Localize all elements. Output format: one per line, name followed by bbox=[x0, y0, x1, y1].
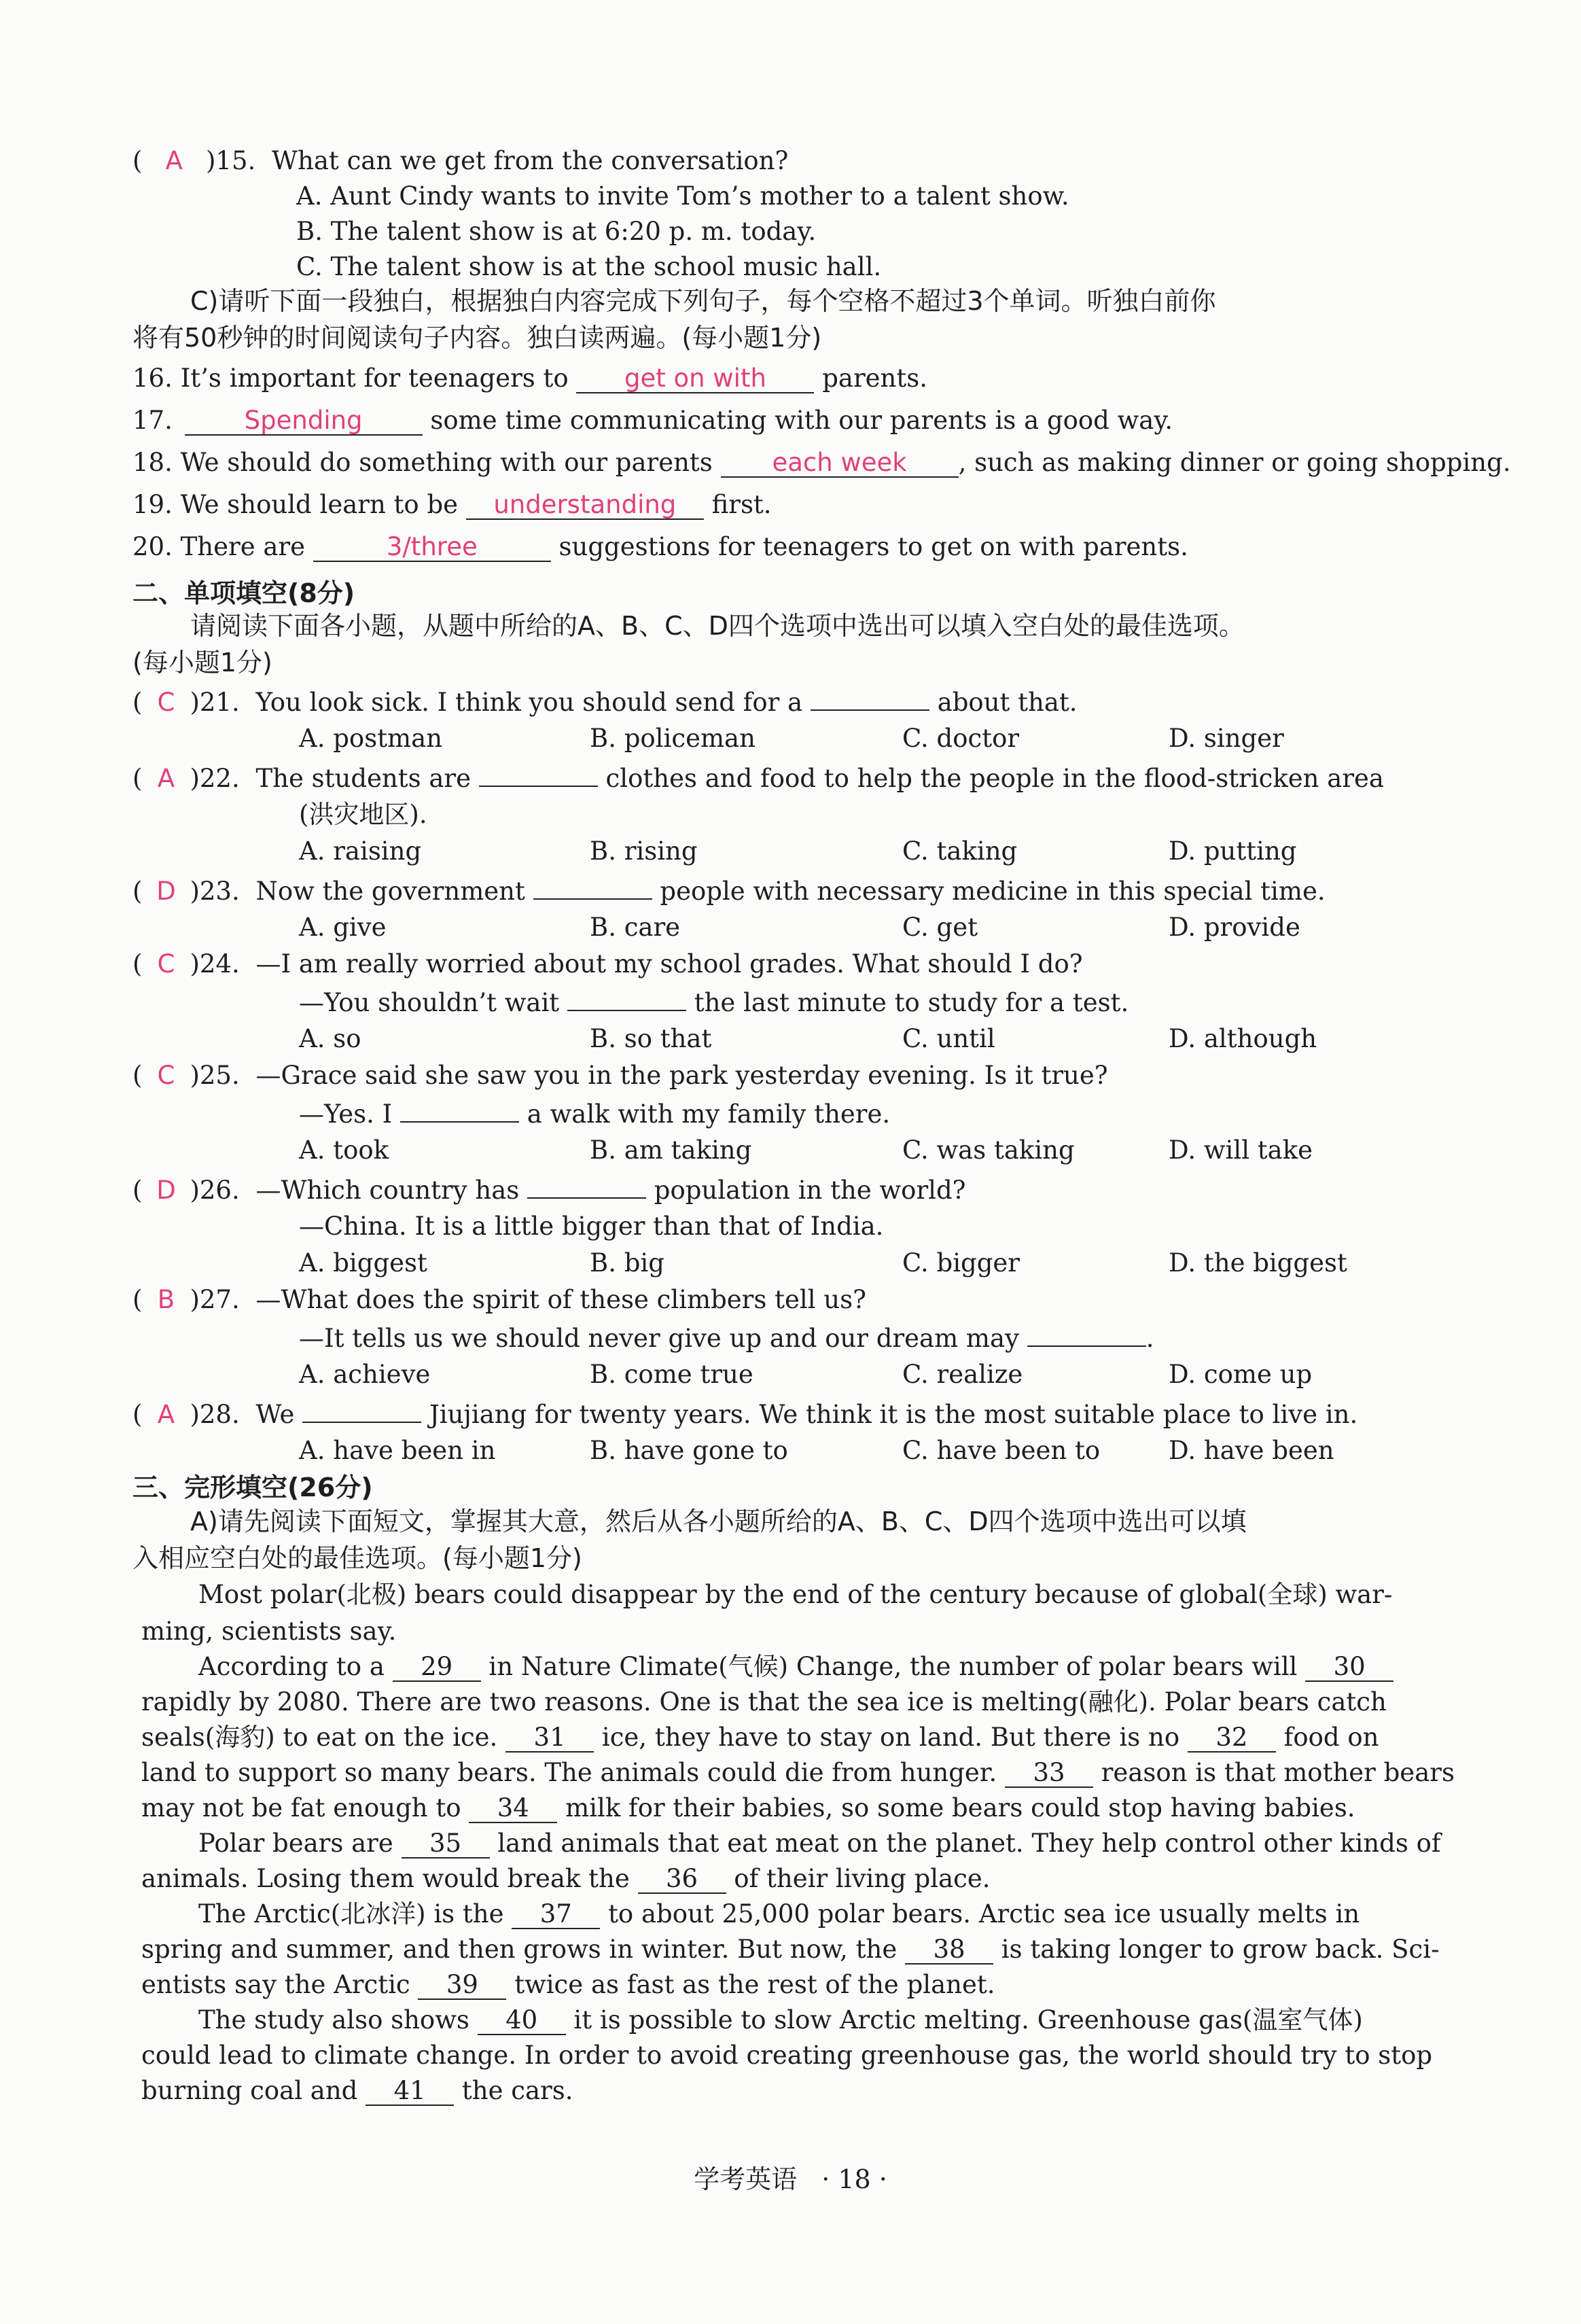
option: D. singer bbox=[1169, 724, 1284, 753]
passage-line: ming, scientists say. bbox=[141, 1617, 397, 1646]
instruction-line: 请阅读下面各小题，从题中所给的A、B、C、D四个选项中选出可以填入空白处的最佳选项。 bbox=[190, 611, 1245, 641]
blank-32: 32 bbox=[1188, 1724, 1276, 1753]
option: B. have gone to bbox=[590, 1436, 788, 1465]
instruction-line: (每小题1分) bbox=[132, 648, 272, 677]
option: D. provide bbox=[1169, 913, 1300, 942]
passage-line: may not be fat enough to 34 milk for their babies, so some bears could stop having babies. bbox=[141, 1793, 1355, 1823]
option: C. taking bbox=[902, 837, 1018, 866]
blank-30: 30 bbox=[1305, 1653, 1393, 1682]
passage-line: Polar bears are 35 land animals that eat meat on the planet. They help control other kinds of bbox=[198, 1829, 1441, 1858]
worksheet-page: ( A )15. What can we get from the conversation? A. Aunt Cindy wants to invite Tom’s mother to a talent show. B. The talent show is at 6:20 p. m. today. C. The talent show is at the school music hall. C)请听下面一段独白，根据独白内容完成下列句子，每个空格不超过3个单词。听独白前你 将有50秒钟的时间阅读句子内容。独白读两遍。(每小题1分) 16. It’s important for teenagers to get on with parents. 17. Spending some time communicating with our parents is a good way. 18. We should do something with our parents each week , such as making dinner or going shopping. 19. We should learn to be understanding first. 20. There are 3/three suggestions for teenagers to get on with parents. 二、单项填空(8分) 请阅读下面各小题，从题中所给的A、B、C、D四个选项中选出可以填入空白处的最佳选项。 (每小题1分) ( C )21. You look sick. I think you should send for a about that. A. postman B. policeman C. doctor D. singer ( A )22. The students are clothes and food to help the people in the flood-stricken area (洪灾地区). A. raising B. rising C. taking D. putting ( D )23. Now the government people with necessary medicine in this special time. A. give B. care C. get D. provide ( C )24. —I am really worried about my school grades. What should I do? —You shouldn’t wait the last minute to study for a test. A. so B. so that C. until D. although ( C )25. —Grace said she saw you in the park yesterday evening. Is it true? —Yes. I a walk with my family there. A. took B. am taking C. was taking D. will take ( D )26. —Which country has population in the world? —China. It is a little bigger than that of India. A. biggest B. big C. bigger D. the biggest ( B )27. —What does the spirit of these climbers tell us? —It tells us we should never give up and our dream may . A. achieve B. come true C. realize D. come up ( A )28. We Jiujiang for twenty years. We think it is the most suitable place to live in. A. have been in B. have gone to C. have been to D. have been 三、完形填空(26分) A)请先阅读下面短文，掌握其大意，然后从各小题所给的A、B、C、D四个选项中选出可以填 入相应空白处的最佳选项。(每小题1分) Most polar(北极) bears could disappear by the end of the century because of global(全球) war- ming, scientists say. According to a 29 in Nature Climate(气候) Change, the number of polar bears will 30 rapidly by 2080. There are two reasons. One is that the sea ice is melting(融化). Polar bears catch seals(海豹) to eat on the ice. 31 ice, they have to stay on land. But there is no 32 food on land to support so many bears. The animals could die from hunger. 33 reason is that mother bears may not be fat enough to 34 milk for their babies, so some bears could stop having babies. Polar bears are 35 land animals that eat meat on the planet. They help control other kinds of animals. Losing them would break the 36 of their living place. The Arctic(北冰洋) is the 37 to about 25,000 polar bears. Arctic sea ice usually melts in spring and summer, and then grows in winter. But now, the 38 is taking longer to grow back. Sci- entists say the Arctic 39 twice as fast as the rest of the planet. The study also shows 40 it is possible to slow Arctic melting. Greenhouse gas(温室气体) could lead to climate change. In order to avoid creating greenhouse gas, the world should try to stop burning coal and 41 the cars. 学考英语 · 18 · bbox=[0, 0, 1581, 2324]
option: D. the biggest bbox=[1169, 1248, 1347, 1278]
instruction-line: 将有50秒钟的时间阅读句子内容。独白读两遍。(每小题1分) bbox=[132, 323, 822, 353]
question-number: )15. bbox=[205, 146, 256, 175]
question-15: ( A )15. What can we get from the conversation? bbox=[132, 144, 788, 178]
option: C. until bbox=[902, 1024, 995, 1053]
option: C. realize bbox=[902, 1360, 1023, 1389]
option: C. was taking bbox=[902, 1135, 1075, 1165]
option: D. have been bbox=[1169, 1436, 1334, 1465]
answer-19: understanding bbox=[466, 491, 704, 520]
option: B. am taking bbox=[590, 1135, 752, 1165]
fill-16: 16. It’s important for teenagers to get on with parents. bbox=[132, 364, 928, 393]
option: B. policeman bbox=[590, 724, 756, 753]
question-24: ( C )24. —I am really worried about my school grades. What should I do? bbox=[132, 949, 1083, 979]
blank-34: 34 bbox=[469, 1795, 557, 1823]
question-26: ( D )26. —Which country has population in the world? bbox=[132, 1170, 966, 1208]
option: B. The talent show is at 6:20 p. m. today. bbox=[296, 217, 817, 246]
option: A. biggest bbox=[299, 1248, 427, 1278]
blank-39: 39 bbox=[418, 1971, 506, 2000]
option: C. have been to bbox=[902, 1436, 1101, 1465]
option: A. raising bbox=[299, 837, 422, 866]
passage-line: The study also shows 40 it is possible to slow Arctic melting. Greenhouse gas(温室气体) bbox=[198, 2005, 1363, 2035]
option: C. doctor bbox=[902, 724, 1020, 753]
option: A. Aunt Cindy wants to invite Tom’s mother to a talent show. bbox=[296, 181, 1069, 211]
section-title: 二、单项填空(8分) bbox=[132, 578, 355, 608]
blank-36: 36 bbox=[638, 1865, 726, 1894]
option: B. care bbox=[590, 913, 681, 942]
option: A. have been in bbox=[299, 1436, 496, 1465]
option: A. so bbox=[299, 1024, 361, 1053]
blank-35: 35 bbox=[402, 1830, 490, 1859]
passage-line: spring and summer, and then grows in winter. But now, the 38 is taking longer to grow back. Sci- bbox=[141, 1935, 1440, 1964]
question-23: ( D )23. Now the government people with necessary medicine in this special time. bbox=[132, 871, 1326, 909]
answer-20: 3/three bbox=[313, 533, 551, 562]
question-22: ( A )22. The students are clothes and food to help the people in the flood-stricken area bbox=[132, 758, 1384, 796]
question-27: ( B )27. —What does the spirit of these climbers tell us? bbox=[132, 1285, 866, 1314]
blank-37: 37 bbox=[512, 1901, 600, 1929]
passage-line: entists say the Arctic 39 twice as fast as the rest of the planet. bbox=[141, 1970, 995, 1999]
page-number: · 18 · bbox=[821, 2164, 887, 2194]
page-footer bbox=[0, 2158, 1581, 2196]
blank-41: 41 bbox=[366, 2077, 454, 2106]
passage-line: seals(海豹) to eat on the ice. 31 ice, they have to stay on land. But there is no 32 food on bbox=[141, 1723, 1379, 1752]
passage-line: burning coal and 41 the cars. bbox=[141, 2076, 573, 2105]
passage-line: Most polar(北极) bears could disappear by the end of the century because of global(全球) war- bbox=[198, 1580, 1393, 1609]
option: B. so that bbox=[590, 1024, 712, 1053]
blank-31: 31 bbox=[505, 1724, 594, 1753]
answer-17: Spending bbox=[185, 407, 423, 436]
passage-line: land to support so many bears. The animals could die from hunger. 33 reason is that mother bears bbox=[141, 1758, 1455, 1787]
fill-18: 18. We should do something with our parents each week , such as making dinner or going shopping. bbox=[132, 448, 1511, 477]
fill-17: 17. Spending some time communicating with our parents is a good way. bbox=[132, 406, 1173, 435]
option: A. achieve bbox=[299, 1360, 431, 1389]
option: C. get bbox=[902, 913, 978, 942]
blank-40: 40 bbox=[478, 2007, 566, 2035]
instruction-line: C)请听下面一段独白，根据独白内容完成下列句子，每个空格不超过3个单词。听独白前你 bbox=[190, 286, 1216, 316]
option: A. give bbox=[299, 913, 387, 942]
option: D. will take bbox=[1169, 1135, 1313, 1165]
blank-33: 33 bbox=[1005, 1759, 1093, 1788]
option: D. although bbox=[1169, 1024, 1317, 1053]
question-stem: What can we get from the conversation? bbox=[272, 146, 789, 175]
passage-line: animals. Losing them would break the 36 of their living place. bbox=[141, 1864, 991, 1893]
option: B. rising bbox=[590, 837, 698, 866]
question-21: ( C )21. You look sick. I think you should send for a about that. bbox=[132, 682, 1078, 720]
option: C. bigger bbox=[902, 1248, 1020, 1278]
option: C. The talent show is at the school music hall. bbox=[296, 252, 882, 281]
blank-38: 38 bbox=[905, 1936, 993, 1965]
option: B. big bbox=[590, 1248, 664, 1278]
passage-line: The Arctic(北冰洋) is the 37 to about 25,000 polar bears. Arctic sea ice usually melts in bbox=[198, 1899, 1360, 1929]
passage-line: According to a 29 in Nature Climate(气候) Change, the number of polar bears will 30 bbox=[198, 1650, 1393, 1684]
section-title: 三、完形填空(26分) bbox=[132, 1473, 373, 1502]
option: D. putting bbox=[1169, 837, 1297, 866]
option: A. took bbox=[299, 1135, 389, 1165]
answer-16: get on with bbox=[576, 365, 814, 393]
question-25: ( C )25. —Grace said she saw you in the park yesterday evening. Is it true? bbox=[132, 1061, 1108, 1090]
passage-line: rapidly by 2080. There are two reasons. One is that the sea ice is melting(融化). Polar bears catch bbox=[141, 1687, 1387, 1716]
instruction-line: A)请先阅读下面短文，掌握其大意，然后从各小题所给的A、B、C、D四个选项中选出可以填 bbox=[190, 1507, 1247, 1536]
option: D. come up bbox=[1169, 1360, 1313, 1389]
answer-15: A bbox=[165, 146, 183, 175]
passage-line: could lead to climate change. In order to avoid creating greenhouse gas, the world should try to stop bbox=[141, 2041, 1433, 2070]
instruction-line: 入相应空白处的最佳选项。(每小题1分) bbox=[132, 1543, 582, 1573]
answer-18: each week bbox=[721, 449, 959, 478]
fill-20: 20. There are 3/three suggestions for teenagers to get on with parents. bbox=[132, 532, 1188, 561]
question-28: ( A )28. We Jiujiang for twenty years. We think it is the most suitable place to live in. bbox=[132, 1394, 1357, 1432]
option: A. postman bbox=[299, 724, 443, 753]
fill-19: 19. We should learn to be understanding first. bbox=[132, 490, 772, 519]
option: B. come true bbox=[590, 1360, 753, 1389]
footer-title: 学考英语 bbox=[694, 2164, 798, 2194]
blank-29: 29 bbox=[393, 1653, 481, 1682]
